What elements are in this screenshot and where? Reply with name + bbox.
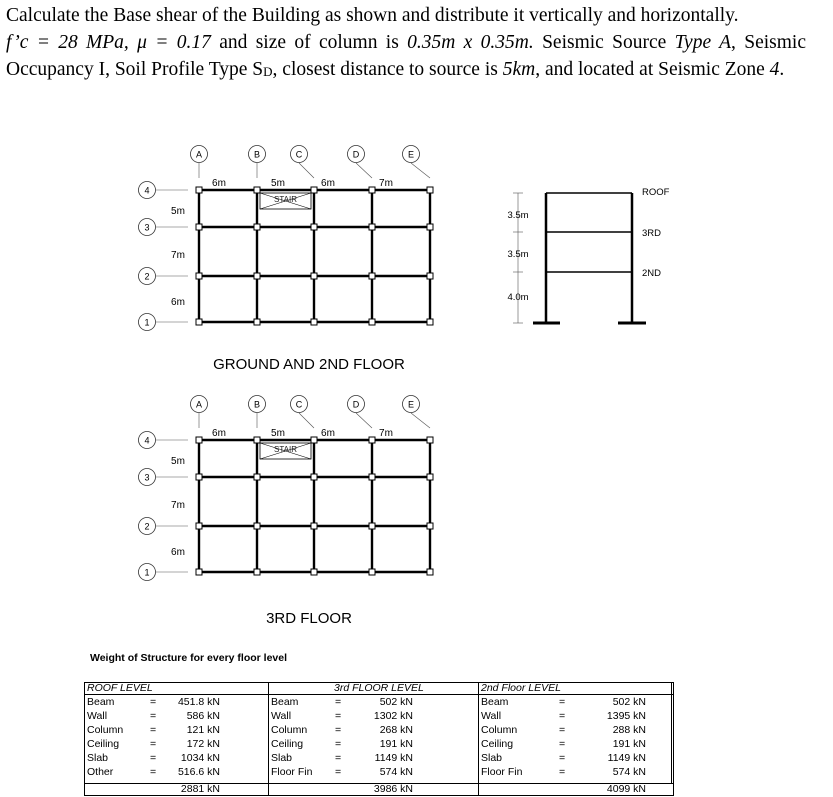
plan-caption: GROUND AND 2ND FLOOR: [213, 356, 405, 373]
column-marker: [427, 224, 433, 230]
column-marker: [254, 474, 260, 480]
roof-row-name: Column: [87, 724, 124, 736]
source-distance: 5km: [502, 59, 536, 80]
column-marker: [427, 474, 433, 480]
grid-bubble-label: E: [407, 149, 415, 160]
second-row-equals: =: [559, 710, 566, 722]
second-row-name: Ceiling: [481, 738, 514, 750]
bay-dimension-x: 5m: [271, 428, 285, 439]
second-row-value: 288 kN: [612, 724, 646, 736]
story-height: 3.5m: [507, 249, 529, 260]
column-marker: [369, 569, 375, 575]
bay-dimension-x: 6m: [321, 178, 335, 189]
bay-dimension-x: 5m: [271, 178, 285, 189]
second-row-equals: =: [559, 724, 566, 736]
grid-bubble-label: E: [407, 399, 415, 410]
problem-line-1: Calculate the Base shear of the Building as shown and distribute it vertically and horizontally.: [6, 5, 739, 26]
grid-bubble-label: D: [352, 399, 360, 410]
grid-bubble-label: D: [352, 149, 360, 160]
level-label: ROOF: [642, 187, 670, 198]
column-marker: [369, 224, 375, 230]
column-marker: [254, 523, 260, 529]
column-marker: [311, 523, 317, 529]
bay-dimension-y: 5m: [171, 456, 185, 467]
column-marker: [369, 187, 375, 193]
plan-third-grid: [139, 396, 434, 628]
grid-leader: [356, 163, 372, 178]
third-row-equals: =: [335, 752, 342, 764]
roof-row-name: Other: [87, 766, 114, 778]
roof-row-value: 1034 kN: [180, 752, 220, 764]
grid-bubble-label: C: [295, 399, 303, 410]
roof-row-value: 516.6 kN: [177, 766, 220, 778]
roof-row-equals: =: [150, 710, 157, 722]
column-marker: [311, 319, 317, 325]
story-height: 4.0m: [507, 292, 529, 303]
level-label: 2ND: [642, 268, 662, 279]
column-marker: [196, 319, 202, 325]
second-row-name: Floor Fin: [481, 766, 523, 778]
column-marker: [427, 319, 433, 325]
second-total: 4099 kN: [606, 783, 646, 795]
column-marker: [369, 474, 375, 480]
grid-leader: [411, 163, 430, 178]
grid-bubble-label: 2: [144, 271, 150, 282]
bay-dimension-y: 5m: [171, 206, 185, 217]
roof-row-value: 172 kN: [186, 738, 220, 750]
grid-leader: [299, 163, 314, 178]
grid-bubble-label: 3: [144, 472, 150, 483]
third-row-equals: =: [335, 738, 342, 750]
column-marker: [196, 437, 202, 443]
column-marker: [196, 474, 202, 480]
roof-row-value: 451.8 kN: [177, 696, 220, 708]
column-marker: [254, 319, 260, 325]
grid-leader: [356, 413, 372, 428]
bay-dimension-x: 6m: [212, 178, 226, 189]
bay-dimension-y: 6m: [171, 297, 185, 308]
grid-leader: [411, 413, 430, 428]
roof-row-name: Beam: [87, 696, 115, 708]
roof-row-equals: =: [150, 696, 157, 708]
roof-row-name: Slab: [87, 752, 109, 764]
third-total: 3986 kN: [373, 783, 413, 795]
grid-bubble-label: 3: [144, 222, 150, 233]
grid-bubble-label: 4: [144, 435, 150, 446]
column-marker: [427, 523, 433, 529]
roof-row-equals: =: [150, 766, 157, 778]
second-row-equals: =: [559, 738, 566, 750]
grid-bubble-label: B: [253, 149, 261, 160]
column-marker: [254, 273, 260, 279]
grid-bubble-label: A: [195, 149, 203, 160]
bay-dimension-x: 6m: [212, 428, 226, 439]
bay-dimension-x: 7m: [379, 178, 393, 189]
roof-row-equals: =: [150, 738, 157, 750]
third-row-value: 574 kN: [379, 766, 413, 778]
bay-dimension-x: 7m: [379, 428, 393, 439]
third-row-value: 268 kN: [379, 724, 413, 736]
second-row-name: Slab: [481, 752, 503, 764]
column-marker: [427, 187, 433, 193]
column-marker: [196, 187, 202, 193]
stair-label: STAIR: [274, 445, 297, 454]
grid-bubble-label: 4: [144, 185, 150, 196]
bay-dimension-y: 7m: [171, 500, 185, 511]
column-marker: [254, 569, 260, 575]
third-row-equals: =: [335, 766, 342, 778]
grid-bubble-label: A: [195, 399, 203, 410]
grid-bubble-label: 1: [144, 317, 150, 328]
second-row-value: 191 kN: [612, 738, 646, 750]
third-row-value: 191 kN: [379, 738, 413, 750]
second-row-name: Beam: [481, 696, 509, 708]
column-marker: [369, 273, 375, 279]
bay-dimension-x: 6m: [321, 428, 335, 439]
grid-bubble-label: 1: [144, 567, 150, 578]
second-row-value: 1149 kN: [607, 752, 646, 764]
elevation-frame: [507, 187, 669, 323]
third-row-name: Ceiling: [271, 738, 304, 750]
roof-row-name: Ceiling: [87, 738, 120, 750]
third-row-value: 502 kN: [379, 696, 413, 708]
level-label: 3RD: [642, 228, 662, 239]
grid-bubble-label: B: [253, 399, 261, 410]
grid-bubble-label: 2: [144, 521, 150, 532]
roof-row-name: Wall: [87, 710, 108, 722]
story-height: 3.5m: [507, 210, 529, 221]
column-marker: [369, 523, 375, 529]
column-marker: [369, 437, 375, 443]
third-row-name: Slab: [271, 752, 293, 764]
third-header: 3rd FLOOR LEVEL: [334, 682, 424, 694]
second-row-equals: =: [559, 752, 566, 764]
third-row-name: Column: [271, 724, 308, 736]
stair-label: STAIR: [274, 195, 297, 204]
column-marker: [254, 187, 260, 193]
second-header: 2nd Floor LEVEL: [481, 682, 561, 694]
column-marker: [427, 569, 433, 575]
source-type: Type A: [674, 32, 732, 53]
third-row-value: 1149 kN: [374, 752, 413, 764]
column-marker: [254, 224, 260, 230]
plan-ground-grid: [139, 146, 434, 374]
column-marker: [311, 569, 317, 575]
grid-bubble-label: C: [295, 149, 303, 160]
column-marker: [196, 273, 202, 279]
column-marker: [196, 569, 202, 575]
roof-total: 2881 kN: [180, 783, 220, 795]
column-marker: [311, 437, 317, 443]
column-marker: [311, 273, 317, 279]
column-marker: [311, 224, 317, 230]
bay-dimension-y: 7m: [171, 250, 185, 261]
grid-leader: [299, 413, 314, 428]
roof-header: ROOF LEVEL: [87, 682, 153, 694]
column-marker: [196, 224, 202, 230]
second-row-value: 574 kN: [612, 766, 646, 778]
third-row-value: 1302 kN: [373, 710, 413, 722]
second-row-equals: =: [559, 766, 566, 778]
plan-caption: 3RD FLOOR: [266, 610, 352, 627]
third-row-name: Wall: [271, 710, 292, 722]
third-row-equals: =: [335, 724, 342, 736]
column-marker: [196, 523, 202, 529]
column-marker: [427, 437, 433, 443]
problem-line-2: f’c = 28 MPa, μ = 0.17 and size of column is 0.35m x 0.35m. Seismic Source Type A, Seismic Occupancy I, Soil Profile Type $S_D$, closest distance to source is 5km, and located at Seismic Zone 4.: [6, 32, 806, 80]
column-marker: [254, 437, 260, 443]
column-marker: [427, 273, 433, 279]
table-title: Weight of Structure for every floor level: [90, 652, 288, 664]
roof-row-equals: =: [150, 724, 157, 736]
column-size: 0.35m x 0.35m.: [407, 32, 534, 53]
roof-row-value: 121 kN: [186, 724, 220, 736]
column-marker: [311, 474, 317, 480]
second-row-value: 502 kN: [612, 696, 646, 708]
second-row-name: Column: [481, 724, 518, 736]
second-row-value: 1395 kN: [606, 710, 646, 722]
column-marker: [311, 187, 317, 193]
roof-row-equals: =: [150, 752, 157, 764]
third-row-equals: =: [335, 710, 342, 722]
roof-row-value: 586 kN: [186, 710, 220, 722]
third-row-name: Floor Fin: [271, 766, 313, 778]
bay-dimension-y: 6m: [171, 547, 185, 558]
seismic-zone: 4: [769, 59, 780, 80]
second-row-equals: =: [559, 696, 566, 708]
material-properties: f’c = 28 MPa, μ = 0.17: [6, 32, 211, 53]
weight-table: [84, 682, 674, 796]
column-marker: [369, 319, 375, 325]
second-row-name: Wall: [481, 710, 502, 722]
third-row-name: Beam: [271, 696, 299, 708]
third-row-equals: =: [335, 696, 342, 708]
